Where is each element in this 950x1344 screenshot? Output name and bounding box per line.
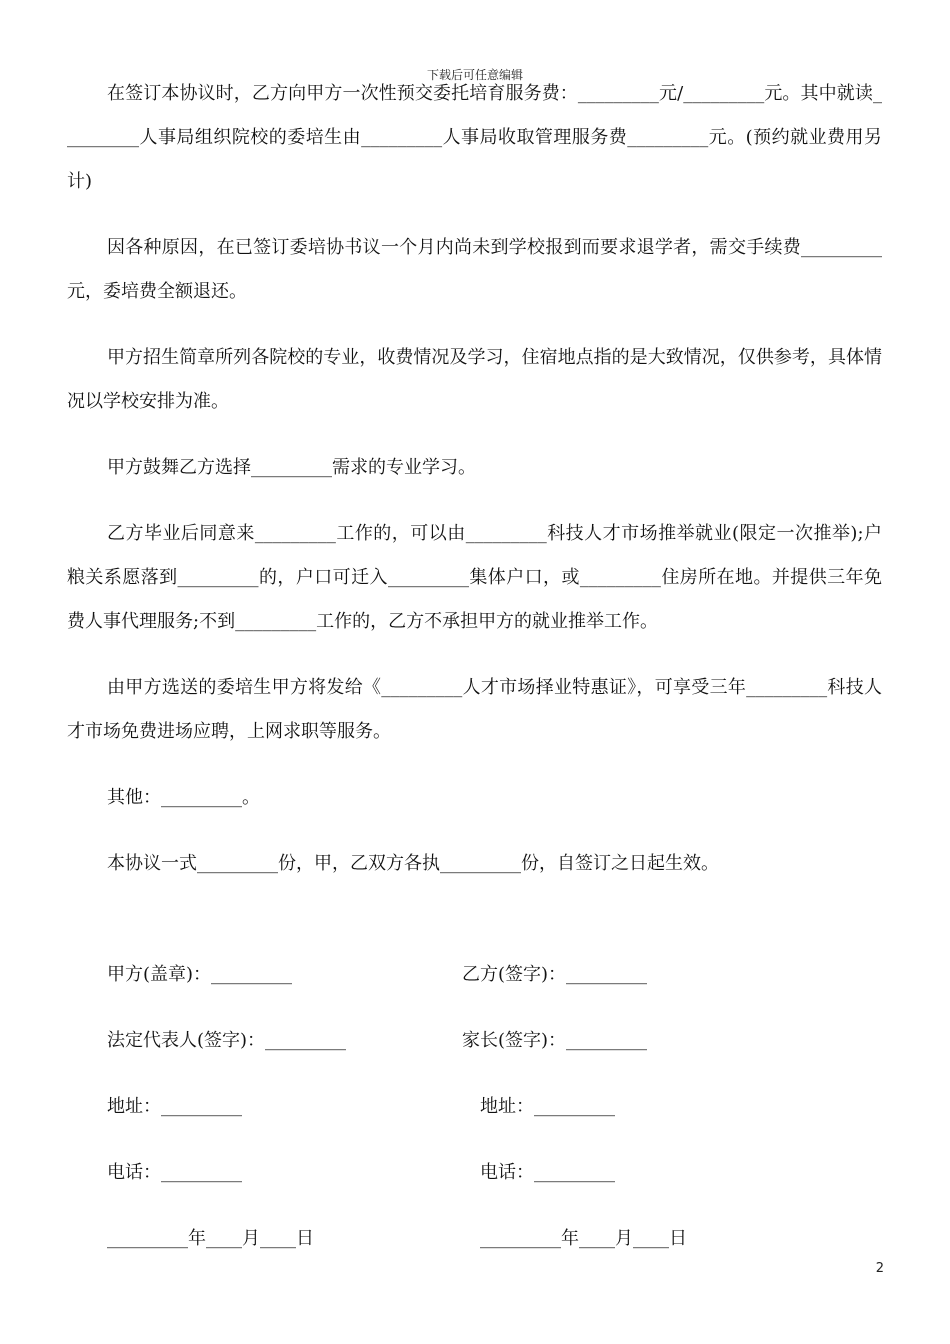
agreement-body — [67, 72, 882, 886]
signature-row-parties — [107, 955, 887, 1021]
paragraph-brochure-note: 甲方招生简章所列各院校的专业，收费情况及学习，住宿地点指的是大致情况，仅供参考，具体情况以学校安排为准。 — [67, 347, 882, 412]
phone-a-field: 电话：_________ — [107, 1162, 242, 1183]
paragraph-certificate: 由甲方选送的委培生甲方将发给《_________人才市场择业特惠证》，可享受三年_________科技人才市场免费进场应聘，上网求职等服务。 — [67, 677, 882, 742]
paragraph-withdrawal: 因各种原因，在已签订委培协书议一个月内尚未到学校报到而要求退学者，需交手续费_________元，委培费全额退还。 — [67, 237, 882, 302]
phone-b-field: 电话：_________ — [480, 1162, 615, 1183]
address-a-field: 地址：_________ — [107, 1096, 242, 1117]
address-b-field: 地址：_________ — [480, 1096, 615, 1117]
signature-row-representatives — [107, 1021, 887, 1087]
paragraph-major-choice: 甲方鼓舞乙方选择_________需求的专业学习。 — [107, 457, 476, 478]
signature-block — [107, 955, 887, 1285]
paragraph-copies: 本协议一式_________份，甲，乙双方各执_________份，自签订之日起生效。 — [107, 853, 719, 874]
legal-rep-field: 法定代表人(签字)：_________ — [107, 1030, 347, 1051]
party-b-sign-field: 乙方(签字)：_________ — [462, 964, 648, 985]
signature-row-phone — [107, 1153, 887, 1219]
paragraph-other: 其他：_________。 — [107, 787, 260, 808]
signature-row-address — [107, 1087, 887, 1153]
signature-row-date — [107, 1219, 887, 1285]
page-number: 2 — [875, 1261, 884, 1276]
paragraph-service-fee: 在签订本协议时，乙方向甲方一次性预交委托培育服务费：_________元/_________元。其中就读_________人事局组织院校的委培生由_________人事局收取管理服务费_________元。(预约就业费用另计) — [67, 83, 882, 192]
paragraph-employment: 乙方毕业后同意来_________工作的，可以由_________科技人才市场推举就业(限定一次推举);户粮关系愿落到_________的，户口可迁入_________集体户口，或_________住房所在地。并提供三年免费人事代理服务;不到_________工作的，乙方不承担甲方的就业推举工作。 — [67, 523, 882, 632]
date-b-field: _________年____月____日 — [480, 1228, 687, 1249]
party-a-seal-field: 甲方(盖章)：_________ — [107, 964, 293, 985]
header-note: 下载后可任意编辑 — [426, 68, 523, 82]
parent-sign-field: 家长(签字)：_________ — [462, 1030, 648, 1051]
date-a-field: _________年____月____日 — [107, 1228, 314, 1249]
